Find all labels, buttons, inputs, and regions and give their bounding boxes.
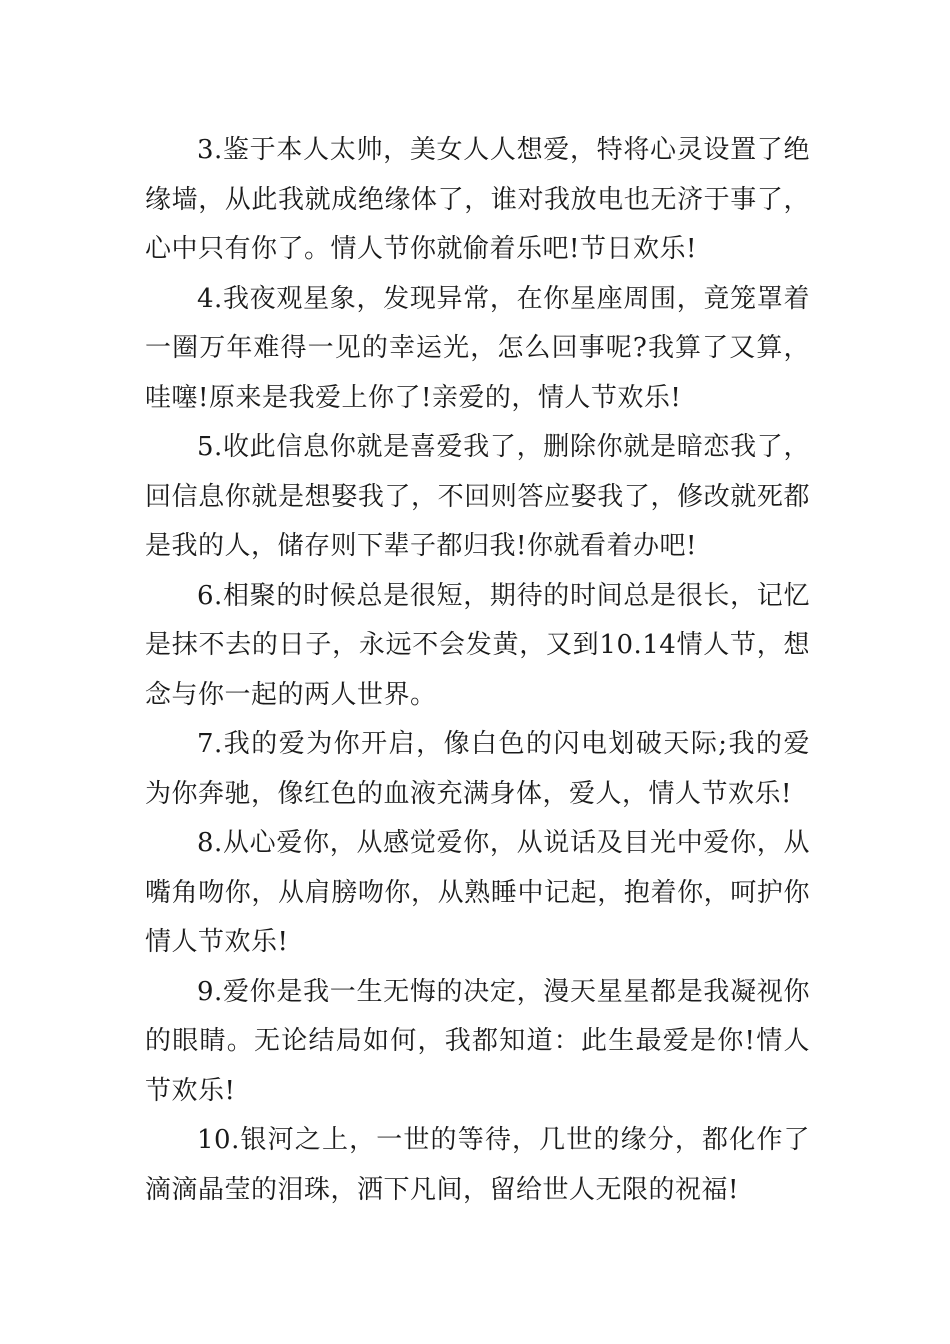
paragraph-3: 3.鉴于本人太帅，美女人人想爱，特将心灵设置了绝缘墙，从此我就成绝缘体了，谁对我放电也无济于事了，心中只有你了。情人节你就偷着乐吧!节日欢乐! [145, 135, 810, 264]
paragraph-10: 10.银河之上，一世的等待，几世的缘分，都化作了滴滴晶莹的泪珠，洒下凡间，留给世人无限的祝福! [145, 1125, 810, 1205]
paragraph-4: 4.我夜观星象，发现异常，在你星座周围，竟笼罩着一圈万年难得一见的幸运光，怎么回事呢?我算了又算，哇噻!原来是我爱上你了!亲爱的，情人节欢乐! [145, 283, 810, 413]
paragraph-6: 6.相聚的时候总是很短，期待的时间总是很长，记忆是抹不去的日子，永远不会发黄，又到10.14情人节，想念与你一起的两人世界。 [145, 580, 810, 710]
paragraph-9: 9.爱你是我一生无悔的决定，漫天星星都是我凝视你的眼睛。无论结局如何，我都知道：此生最爱是你!情人节欢乐! [145, 976, 810, 1106]
paragraph-8: 8.从心爱你，从感觉爱你，从说话及目光中爱你，从嘴角吻你，从肩膀吻你，从熟睡中记起，抱着你，呵护你情人节欢乐! [145, 828, 810, 957]
document-body [145, 126, 810, 1215]
paragraph-7: 7.我的爱为你开启，像白色的闪电划破天际;我的爱为你奔驰，像红色的血液充满身体，爱人，情人节欢乐! [145, 729, 810, 809]
paragraph-5: 5.收此信息你就是喜爱我了，删除你就是暗恋我了，回信息你就是想娶我了，不回则答应娶我了，修改就死都是我的人，储存则下辈子都归我!你就看着办吧! [145, 432, 810, 561]
